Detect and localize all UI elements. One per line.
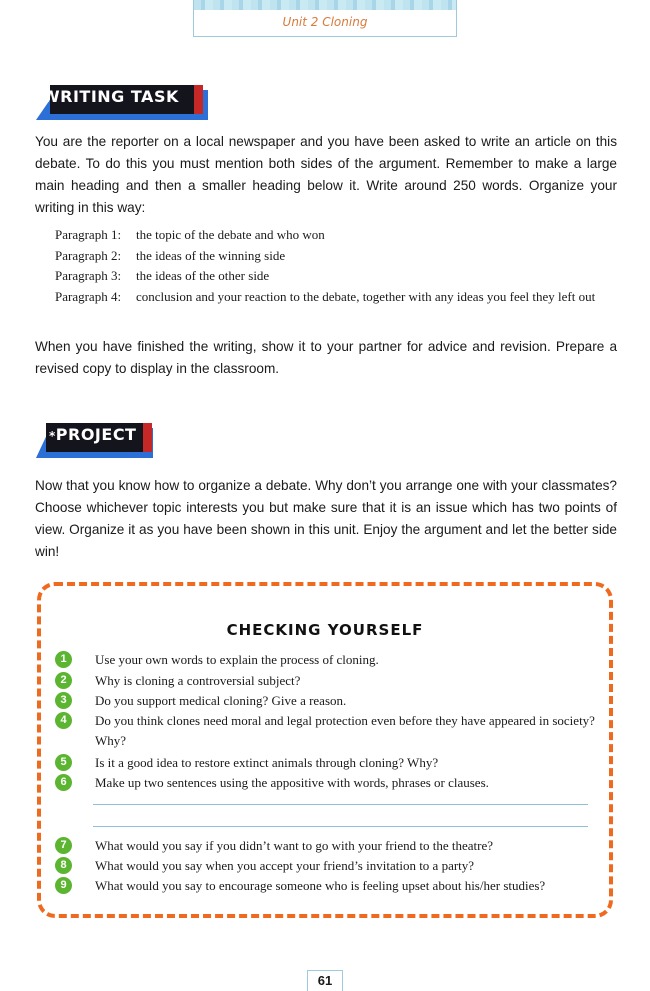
question-item [55,753,605,773]
writing-task-heading: WRITING TASK [42,87,179,106]
paragraph-label: Paragraph 2: [55,247,122,263]
writing-task-closing: When you have finished the writing, show it to your partner for advice and revision. Prepare a revised copy to display in the classroom. [35,339,617,376]
paragraph-plan-list [55,225,615,307]
question-number: 9 [55,877,72,894]
list-item [55,225,615,246]
list-item [55,246,615,267]
question-text: Do you think clones need moral and legal protection even before they have appeared in society? Why? [95,713,595,748]
project-heading-text: PROJECT [55,425,137,444]
paragraph-text: the topic of the debate and who won [136,227,325,242]
writing-task-banner [36,87,208,120]
checking-title: CHECKING YOURSELF [226,621,424,639]
question-item [55,650,605,670]
page-number: 61 [307,970,343,991]
paragraph-label: Paragraph 3: [55,268,122,283]
unit-header-tab [193,0,457,37]
checking-yourself-box [37,582,613,918]
question-text: What would you say when you accept your friend’s invitation to a party? [95,858,475,873]
question-number: 1 [55,651,72,668]
paragraph-text: the ideas of the other side [136,268,270,283]
question-text: Why is cloning a controversial subject? [95,673,301,688]
question-number: 4 [55,712,72,729]
paragraph-label: Paragraph 4: [55,288,122,304]
project-banner [36,425,153,458]
question-text: Make up two sentences using the appositive with words, phrases or clauses. [95,775,489,790]
question-text: What would you say to encourage someone who is feeling upset about his/her studies? [95,878,546,893]
question-item [55,836,605,856]
paragraph-label: Paragraph 1: [55,227,122,242]
paragraph-text: the ideas of the winning side [136,247,286,263]
question-item [55,856,605,876]
question-number: 8 [55,857,72,874]
answer-line [93,804,588,805]
question-item [55,671,605,691]
question-text: What would you say if you didn’t want to go with your friend to the theatre? [95,838,493,853]
star-icon: * [49,429,56,443]
paragraph-text: conclusion and your reaction to the debate, together with any ideas you feel they left out [136,288,596,304]
question-item [55,711,605,751]
question-number: 2 [55,672,72,689]
header-water-strip [194,0,456,10]
list-item [55,287,615,308]
unit-title: Unit 2 Cloning [282,15,368,29]
answer-line [93,826,588,827]
question-number: 6 [55,774,72,791]
question-number: 7 [55,837,72,854]
question-item [55,876,605,896]
question-text: Use your own words to explain the process of cloning. [95,652,379,667]
project-heading [36,425,153,444]
question-item [55,691,605,711]
writing-task-intro: You are the reporter on a local newspaper and you have been asked to write an article on this debate. To do this you must mention both sides of the argument. Remember to make a large main heading and then a smaller heading below it. Write around 250 words. Organize your writing in this way: [35,134,617,215]
project-text: Now that you know how to organize a debate. Why don’t you arrange one with your classmates? Choose whichever topic interests you but make sure that it is an issue which has two points of view. Organize it as you have been shown in this unit. Enjoy the argument and let the better side win! [35,478,617,559]
question-number: 3 [55,692,72,709]
question-text: Do you support medical cloning? Give a reason. [95,693,347,708]
question-text: Is it a good idea to restore extinct animals through cloning? Why? [95,755,439,770]
question-item [55,773,605,793]
list-item [55,266,615,287]
question-number: 5 [55,754,72,771]
